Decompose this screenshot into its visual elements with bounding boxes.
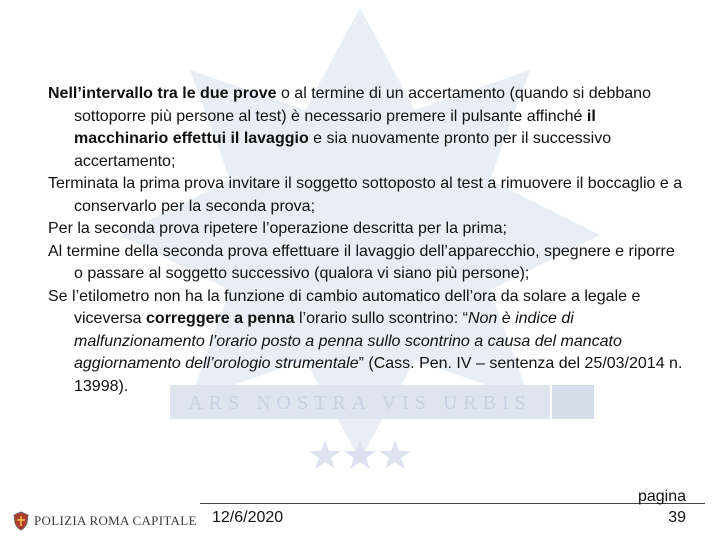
text-run: l’orario sullo scontrino: “: [294, 310, 468, 327]
text-run: ” (Cass. Pen. IV – sentenza del 25/03/2014 n. 13998).: [74, 355, 683, 395]
text-run: e sia nuovamente pronto per il successivo accertamento;: [74, 130, 612, 170]
paragraph: [48, 218, 688, 241]
text-run: il macchinario effettui il lavaggio: [74, 107, 596, 147]
body-text: [48, 83, 688, 398]
watermark-stars: [309, 440, 411, 469]
paragraph: [48, 173, 688, 218]
text-run: Non è indice di malfunzionamento l’orario posto a penna sullo scontrino a causa del mancato aggiornamento dell’orologio strumentale: [74, 310, 622, 372]
page-number: 39: [668, 509, 686, 526]
text-run: Al termine della seconda prova effettuare il lavaggio dell’apparecchio, spegnere e riporre o passare al soggetto successivo (qualora vi siano più persone);: [48, 242, 675, 282]
paragraph: [48, 83, 688, 173]
text-run: correggere a penna: [146, 310, 295, 327]
watermark-motto: ARS NOSTRA VIS URBIS: [188, 392, 532, 414]
text-run: Per la seconda prova ripetere l’operazione descritta per la prima;: [48, 220, 507, 237]
paragraph: [48, 241, 688, 286]
text-run: Nell’intervallo tra le due prove: [48, 85, 277, 102]
crest-icon: [12, 511, 30, 531]
paragraph: [48, 286, 688, 399]
page-indicator: [620, 486, 686, 528]
text-run: Se l’etilometro non ha la funzione di cambio automatico dell’ora da solare a legale e viceversa: [48, 287, 641, 327]
logo-text: POLIZIA ROMA CAPITALE: [34, 513, 197, 528]
footer-date: 12/6/2020: [212, 509, 284, 526]
footer-logo: [12, 511, 197, 531]
page-label: pagina: [637, 488, 686, 505]
text-run: Terminata la prima prova invitare il soggetto sottoposto al test a rimuovere il boccaglio e a conservarlo per la seconda prova;: [48, 175, 683, 215]
text-run: o al termine di un accertamento (quando si debbano sottoporre più persone al test) è necessario premere il pulsante affinché: [74, 85, 651, 125]
